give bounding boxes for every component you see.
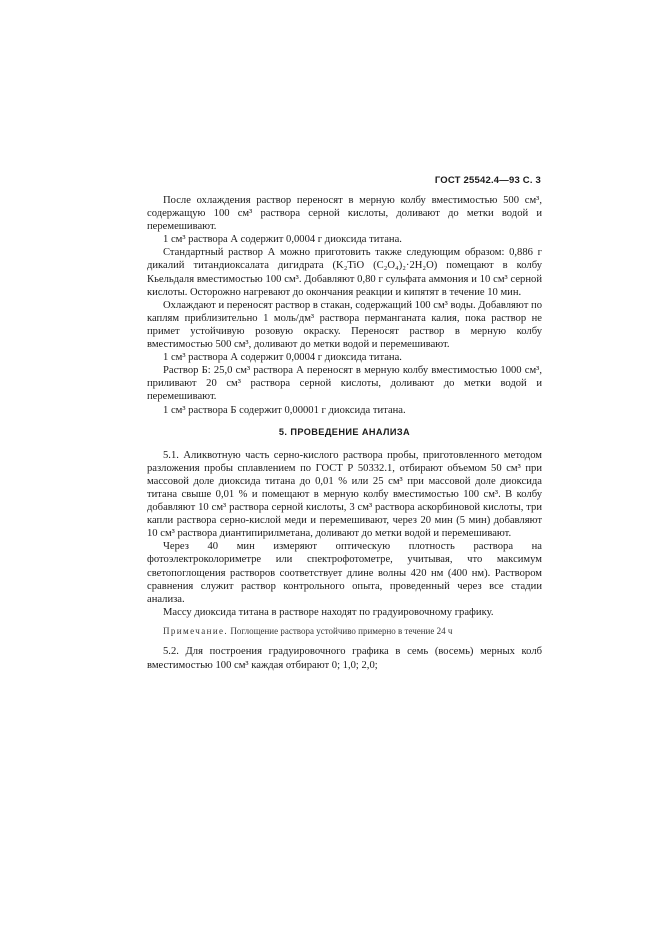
paragraph: 5.2. Для построения градуировочного графика в семь (восемь) мерных колб вместимостью 100 см³ каждая отбирают 0; 1,0; 2,0; bbox=[147, 646, 542, 671]
paragraph: Охлаждают и переносят раствор в стакан, содержащий 100 см³ воды. Добавляют по каплям приблизительно 1 моль/дм³ раствора перманганата калия, пока раствор не примет устойчивую розовую окраску. Переносят раствор в мерную колбу вместимостью 500 см³, доливают до метки водой и перемешивают. bbox=[147, 299, 542, 351]
paragraph: 5.1. Аликвотную часть серно-кислого раствора пробы, приготовленного методом разложения пробы сплавлением по ГОСТ Р 50332.1, отбирают объемом 50 см³ при массовой доле диоксида титана до 0,01 % или 25 см³ при массовой доле диоксида титана свыше 0,01 % и помещают в мерную колбу вместимостью 100 см³. В колбу добавляют 10 см³ раствора серной кислоты, 3 см³ раствора аскорбиновой кислоты, три капли раствора серно-кислой меди и перемешивают, через 20 мин (5 мин) добавляют 10 см³ раствора диантипирилметана, доливают до метки водой и перемешивают. bbox=[147, 449, 542, 540]
note-label: Примечание. bbox=[163, 625, 229, 636]
page-body bbox=[147, 194, 542, 672]
paragraph: 1 см³ раствора А содержит 0,0004 г диоксида титана. bbox=[163, 234, 402, 246]
note-text: Поглощение раствора устойчиво примерно в течение 24 ч bbox=[230, 625, 453, 636]
paragraph: Стандартный раствор А можно приготовить также следующим образом: 0,886 г дикалий титандиоксалата дигидрата (K₂TiO (C₂O₄)₂·2H₂O) помещают в колбу Кьельдаля вместимостью 100 см³. Добавляют 0,80 г сульфата аммония и 10 см³ серной кислоты. Осторожно нагревают до окончания реакции и кипятят в течение 10 мин. bbox=[147, 247, 542, 298]
page-header: ГОСТ 25542.4—93 С. 3 bbox=[434, 175, 541, 186]
paragraph: 1 см³ раствора Б содержит 0,00001 г диоксида титана. bbox=[163, 404, 406, 416]
paragraph: 1 см³ раствора А содержит 0,0004 г диоксида титана. bbox=[163, 352, 402, 364]
paragraph: Раствор Б: 25,0 см³ раствора А переносят в мерную колбу вместимостью 1000 см³, приливают 20 см³ раствора серной кислоты, доливают до метки водой и перемешивают. bbox=[147, 365, 542, 403]
paragraph: Через 40 мин измеряют оптическую плотность раствора на фотоэлектроколориметре или спектрофотометре, учитывая, что максимум светопоглощения растворов соответствует длине волны 420 нм (400 нм). Раствором сравнения служит раствор контрольного опыта, проведенный через все стадии анализа. bbox=[147, 541, 542, 605]
note bbox=[147, 626, 542, 638]
section-heading: 5. ПРОВЕДЕНИЕ АНАЛИЗА bbox=[278, 426, 411, 437]
paragraph: После охлаждения раствор переносят в мерную колбу вместимостью 500 см³, содержащую 100 см³ раствора серной кислоты, доливают до метки водой и перемешивают. bbox=[147, 195, 542, 233]
paragraph: Массу диоксида титана в растворе находят по градуировочному графику. bbox=[163, 606, 494, 618]
